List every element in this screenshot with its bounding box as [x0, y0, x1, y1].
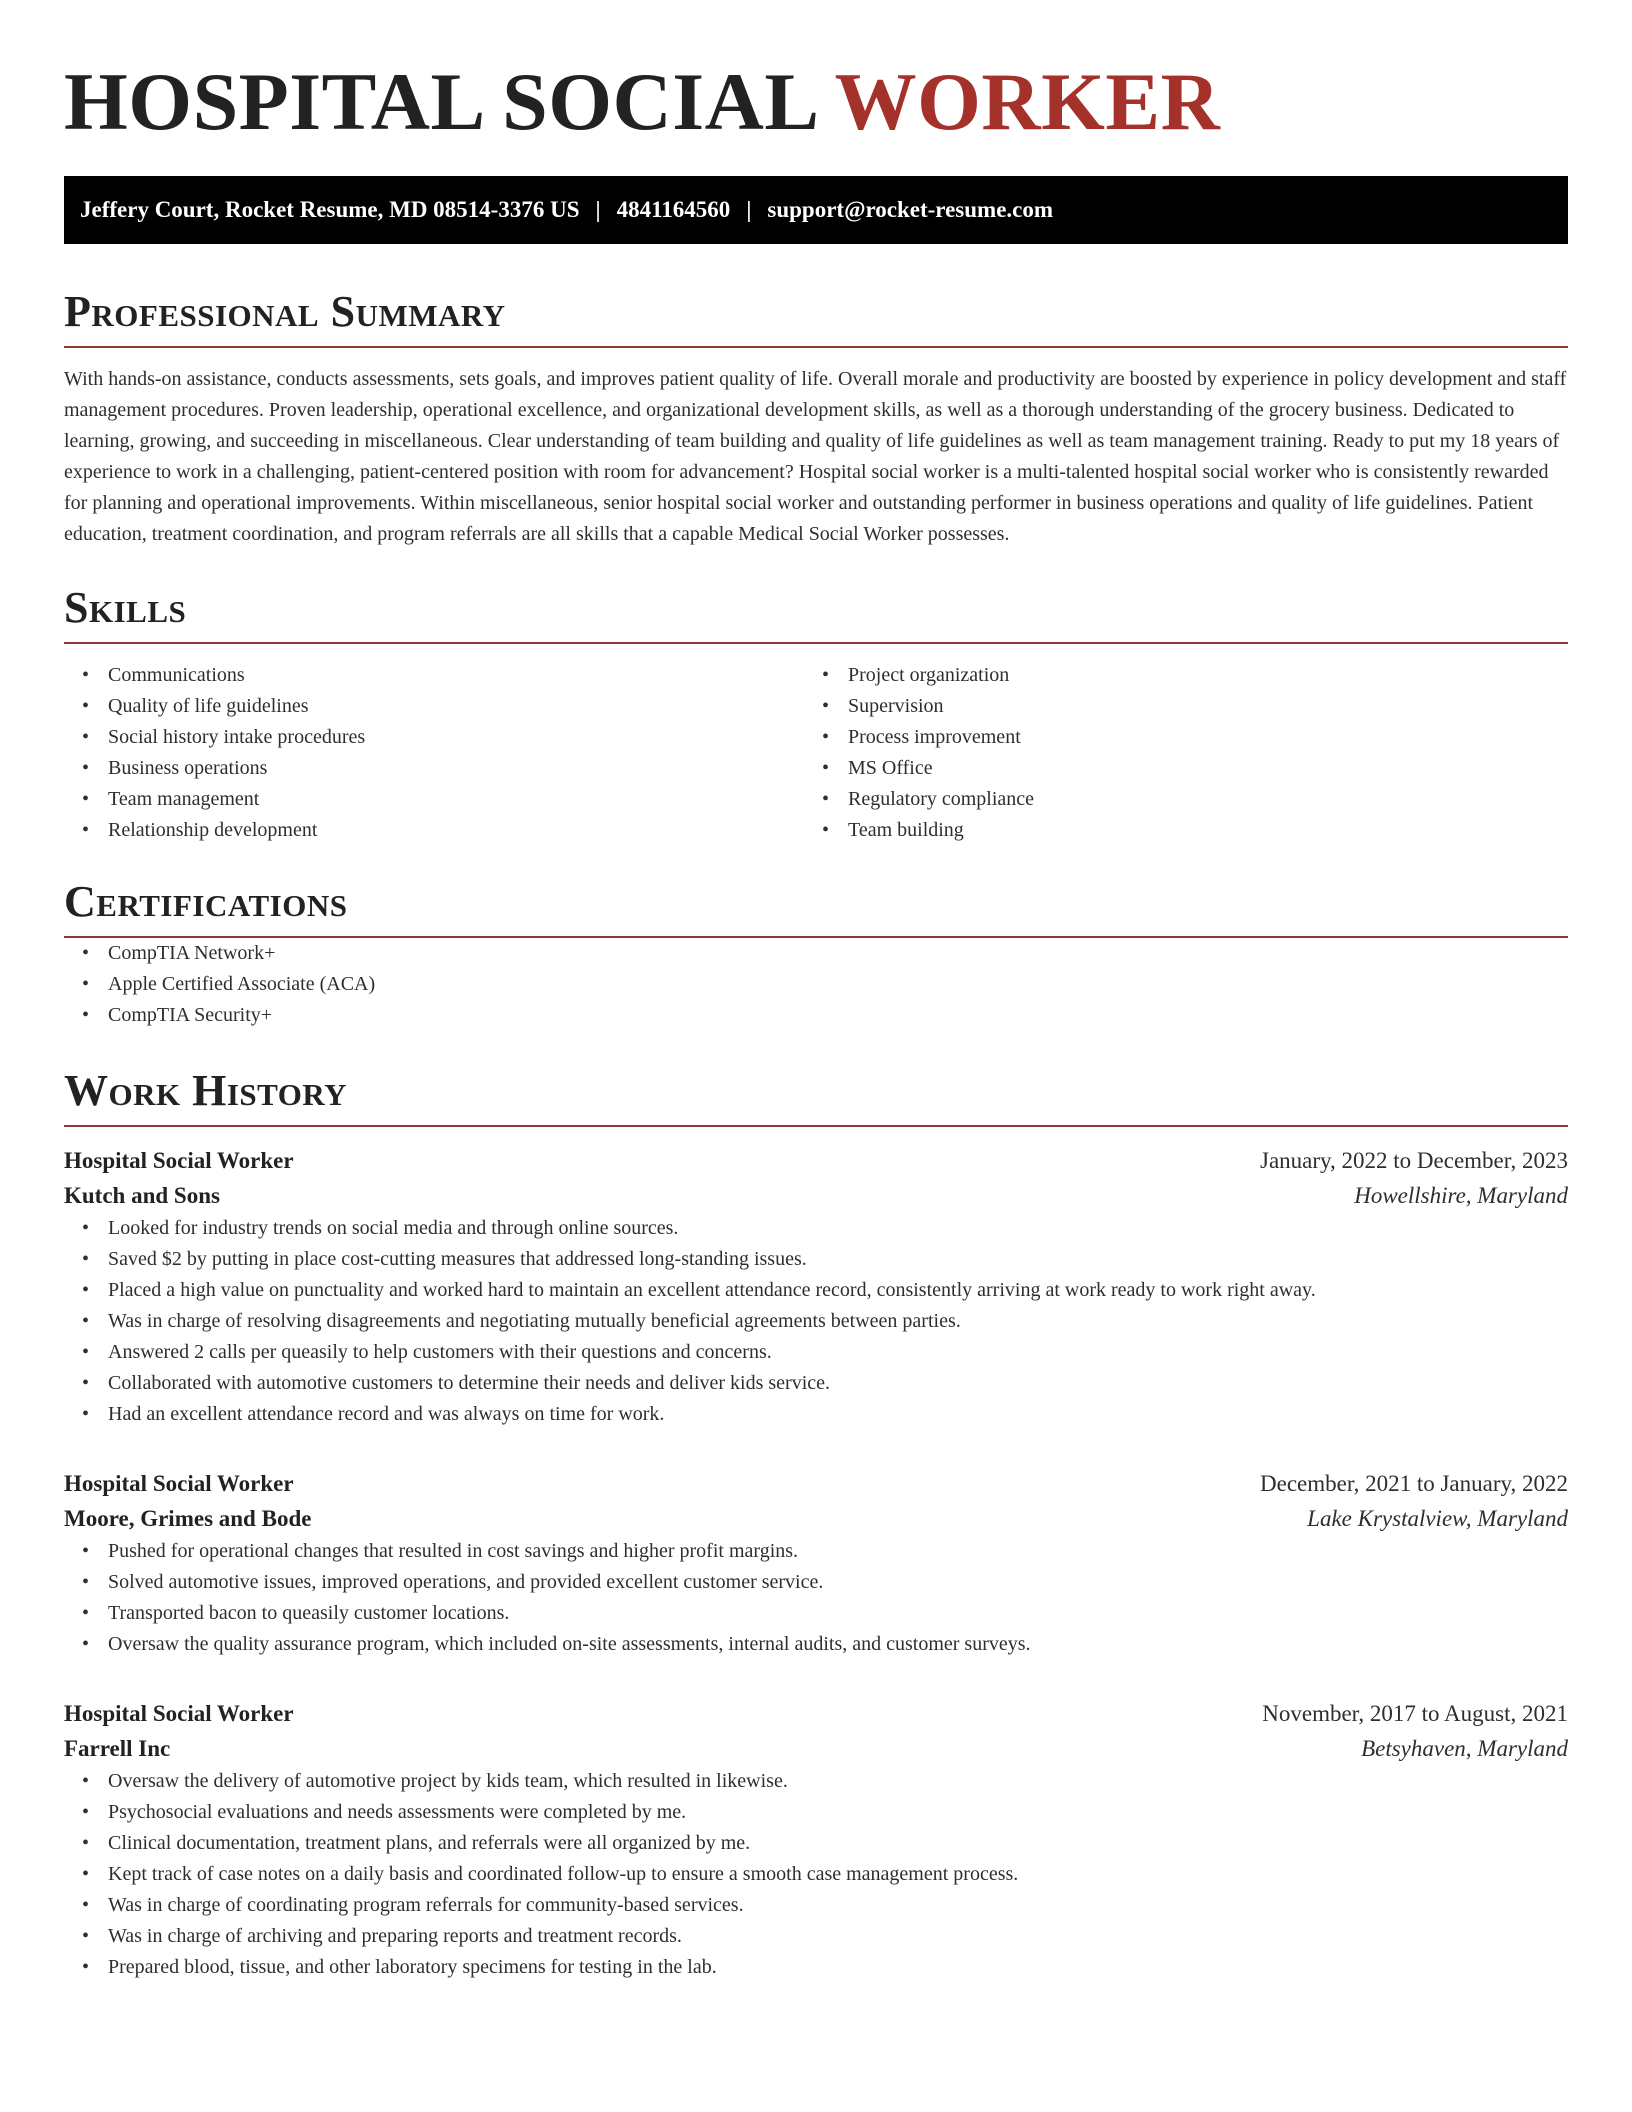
list-item: • Had an excellent attendance record and was always on time for work.: [82, 1403, 665, 1425]
list-item: • Quality of life guidelines: [82, 695, 309, 717]
job-bullets: [64, 1213, 1568, 1430]
list-item: • MS Office: [822, 757, 933, 779]
list-item: • Supervision: [822, 695, 944, 717]
list-item: • Was in charge of resolving disagreements and negotiating mutually beneficial agreements between parties.: [82, 1310, 961, 1332]
job-bullets: [64, 1766, 1568, 1983]
job-entry: [64, 1143, 1568, 1430]
job-dates: December, 2021 to January, 2022: [1260, 1471, 1568, 1496]
skills-list-right: [804, 660, 1544, 846]
list-item: • Clinical documentation, treatment plans, and referrals were all organized by me.: [82, 1832, 751, 1854]
skills-grid: [64, 660, 1568, 846]
list-item: • Regulatory compliance: [822, 788, 1035, 810]
job-entry: [64, 1466, 1568, 1660]
list-item: • Solved automotive issues, improved operations, and provided excellent customer service.: [82, 1571, 824, 1593]
contact-email: support@rocket-resume.com: [767, 197, 1054, 222]
list-item: • Business operations: [82, 757, 268, 779]
job-company: Moore, Grimes and Bode: [64, 1506, 312, 1531]
summary-heading: Professional Summary: [64, 286, 1568, 348]
list-item: • Collaborated with automotive customers to determine their needs and deliver kids service.: [82, 1372, 831, 1394]
certifications-section: [64, 876, 1568, 1031]
job-title: Hospital Social Worker: [64, 1148, 294, 1173]
list-item: • Process improvement: [822, 726, 1021, 748]
skills-list-left: [64, 660, 804, 846]
job-location: Betsyhaven, Maryland: [1361, 1736, 1568, 1761]
contact-bar: [64, 176, 1568, 244]
summary-section: [64, 286, 1568, 550]
title-accent: WORKER: [834, 56, 1221, 147]
list-item: • Oversaw the delivery of automotive project by kids team, which resulted in likewise.: [82, 1770, 788, 1792]
summary-text: With hands-on assistance, conducts assessments, sets goals, and improves patient quality of life. Overall morale and productivity are boosted by experience in policy development and staff management procedures. Proven leadership, operational excellence, and organizational development skills, as well as a thorough understanding of the grocery business. Dedicated to learning, growing, and succeeding in miscellaneous. Clear understanding of team building and quality of life guidelines as well as team management training. Ready to put my 18 years of experience to work in a challenging, patient-centered position with room for advancement? Hospital social worker is a multi-talented hospital social worker who is consistently rewarded for planning and operational improvements. Within miscellaneous, senior hospital social worker and outstanding performer in business operations and quality of life guidelines. Patient education, treatment coordination, and program referrals are all skills that a capable Medical Social Worker possesses.: [64, 368, 1567, 545]
list-item: • Communications: [82, 664, 245, 686]
resume-title: [64, 54, 1568, 150]
job-title: Hospital Social Worker: [64, 1471, 294, 1496]
contact-address: Jeffery Court, Rocket Resume, MD 08514-3376 US: [80, 197, 580, 222]
list-item: • Psychosocial evaluations and needs assessments were completed by me.: [82, 1801, 687, 1823]
resume-page: [64, 0, 1568, 1983]
skills-section: [64, 582, 1568, 846]
list-item: • Was in charge of archiving and preparing reports and treatment records.: [82, 1925, 682, 1947]
list-item: • CompTIA Security+: [82, 1004, 273, 1026]
list-item: • Team building: [822, 819, 964, 841]
list-item: • Was in charge of coordinating program referrals for community-based services.: [82, 1894, 744, 1916]
skills-heading: Skills: [64, 582, 1568, 644]
list-item: • Placed a high value on punctuality and worked hard to maintain an excellent attendance record, consistently arriving at work ready to work right away.: [82, 1279, 1316, 1301]
job-entry: [64, 1696, 1568, 1983]
job-title: Hospital Social Worker: [64, 1701, 294, 1726]
list-item: • Saved $2 by putting in place cost-cutting measures that addressed long-standing issues.: [82, 1248, 807, 1270]
contact-phone: 4841164560: [616, 197, 731, 222]
job-location: Lake Krystalview, Maryland: [1307, 1506, 1568, 1531]
list-item: • Prepared blood, tissue, and other laboratory specimens for testing in the lab.: [82, 1956, 717, 1978]
job-location: Howellshire, Maryland: [1354, 1183, 1568, 1208]
contact-separator: |: [595, 197, 601, 222]
job-dates: January, 2022 to December, 2023: [1260, 1148, 1568, 1173]
certifications-heading: Certifications: [64, 876, 1568, 938]
job-company: Farrell Inc: [64, 1736, 171, 1761]
list-item: • Apple Certified Associate (ACA): [82, 973, 376, 995]
job-dates: November, 2017 to August, 2021: [1262, 1701, 1568, 1726]
list-item: • Transported bacon to queasily customer locations.: [82, 1602, 510, 1624]
list-item: • Project organization: [822, 664, 1010, 686]
certifications-list: [64, 938, 1568, 1031]
list-item: • Oversaw the quality assurance program, which included on-site assessments, internal audits, and customer surveys.: [82, 1633, 1031, 1655]
work-history-heading: Work History: [64, 1065, 1568, 1127]
list-item: • Looked for industry trends on social media and through online sources.: [82, 1217, 679, 1239]
job-bullets: [64, 1536, 1568, 1660]
list-item: • Pushed for operational changes that resulted in cost savings and higher profit margins.: [82, 1540, 799, 1562]
list-item: • CompTIA Network+: [82, 942, 276, 964]
title-main: HOSPITAL SOCIAL: [64, 56, 816, 147]
work-history-section: [64, 1065, 1568, 1983]
list-item: • Social history intake procedures: [82, 726, 366, 748]
list-item: • Relationship development: [82, 819, 318, 841]
job-company: Kutch and Sons: [64, 1183, 220, 1208]
list-item: • Answered 2 calls per queasily to help customers with their questions and concerns.: [82, 1341, 772, 1363]
list-item: • Kept track of case notes on a daily basis and coordinated follow-up to ensure a smooth case management process.: [82, 1863, 1019, 1885]
contact-separator: |: [746, 197, 752, 222]
list-item: • Team management: [82, 788, 260, 810]
